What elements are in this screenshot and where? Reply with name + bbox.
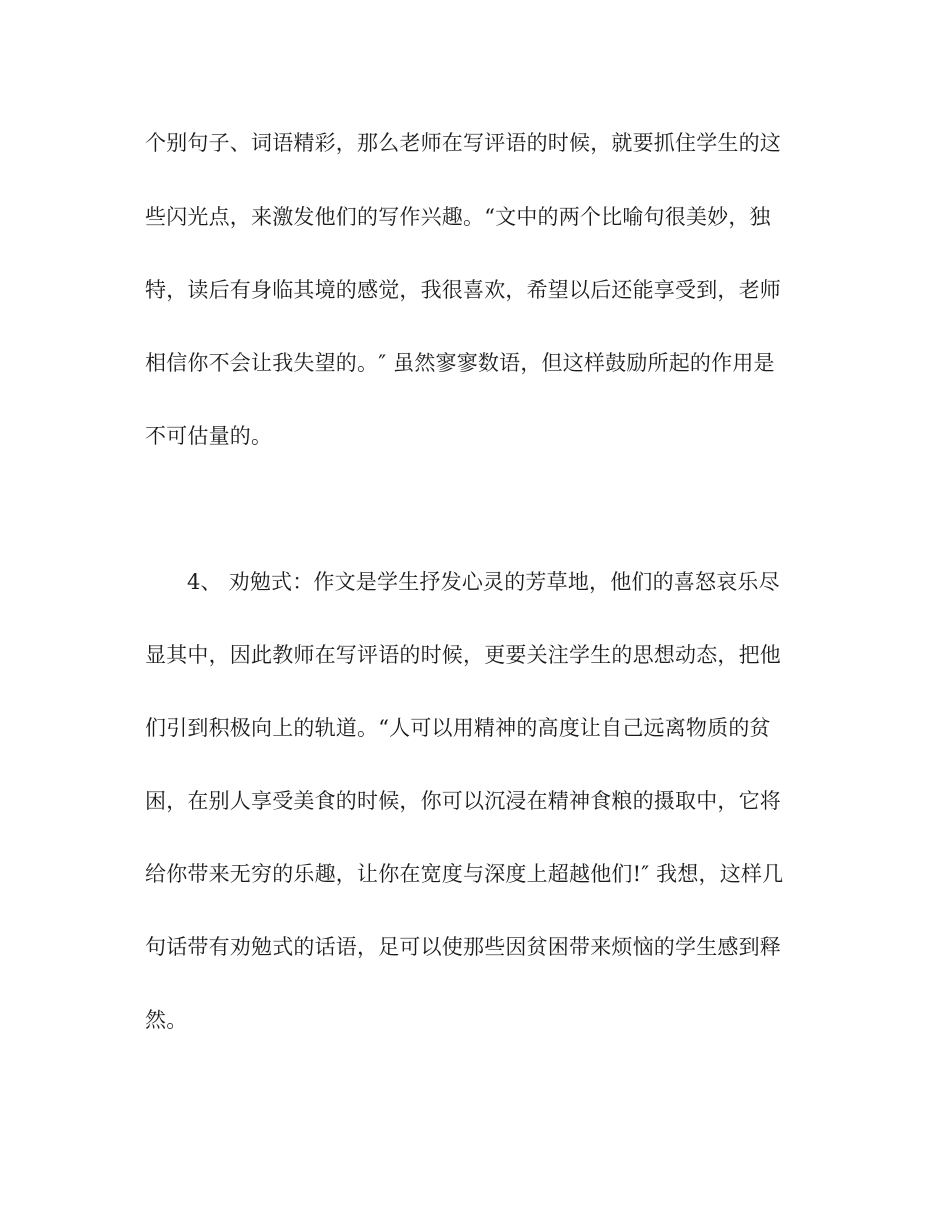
- paragraph-line: 特，读后有身临其境的感觉，我很喜欢，希望以后还能享受到，老师: [145, 278, 781, 302]
- paragraph-line: 相信你不会让我失望的。″ 虽然寥寥数语，但这样鼓励所起的作用是: [145, 351, 775, 375]
- paragraph-line: 些闪光点，来激发他们的写作兴趣。“文中的两个比喻句很美妙，独: [145, 205, 771, 229]
- paragraph-line: 不可估量的。: [145, 424, 273, 448]
- paragraph-line: 然。: [145, 1008, 188, 1032]
- paragraph-line: 4、 劝勉式：作文是学生抒发心灵的芳草地，他们的喜怒哀乐尽: [187, 570, 780, 594]
- paragraph-line: 困，在别人享受美食的时候，你可以沉浸在精神食粮的摄取中，它将: [145, 789, 781, 813]
- paragraph-line: 个别句子、词语精彩，那么老师在写评语的时候，就要抓住学生的这: [145, 131, 781, 155]
- paragraph-line: 们引到积极向上的轨道。“人可以用精神的高度让自己远离物质的贫: [145, 716, 771, 740]
- paragraph-line: 句话带有劝勉式的话语，足可以使那些因贫困带来烦恼的学生感到释: [145, 935, 781, 959]
- paragraph-line: 给你带来无穷的乐趣，让你在宽度与深度上超越他们!″ 我想，这样几: [145, 862, 784, 886]
- paragraph-line: 显其中，因此教师在写评语的时候，更要关注学生的思想动态，把他: [145, 643, 781, 667]
